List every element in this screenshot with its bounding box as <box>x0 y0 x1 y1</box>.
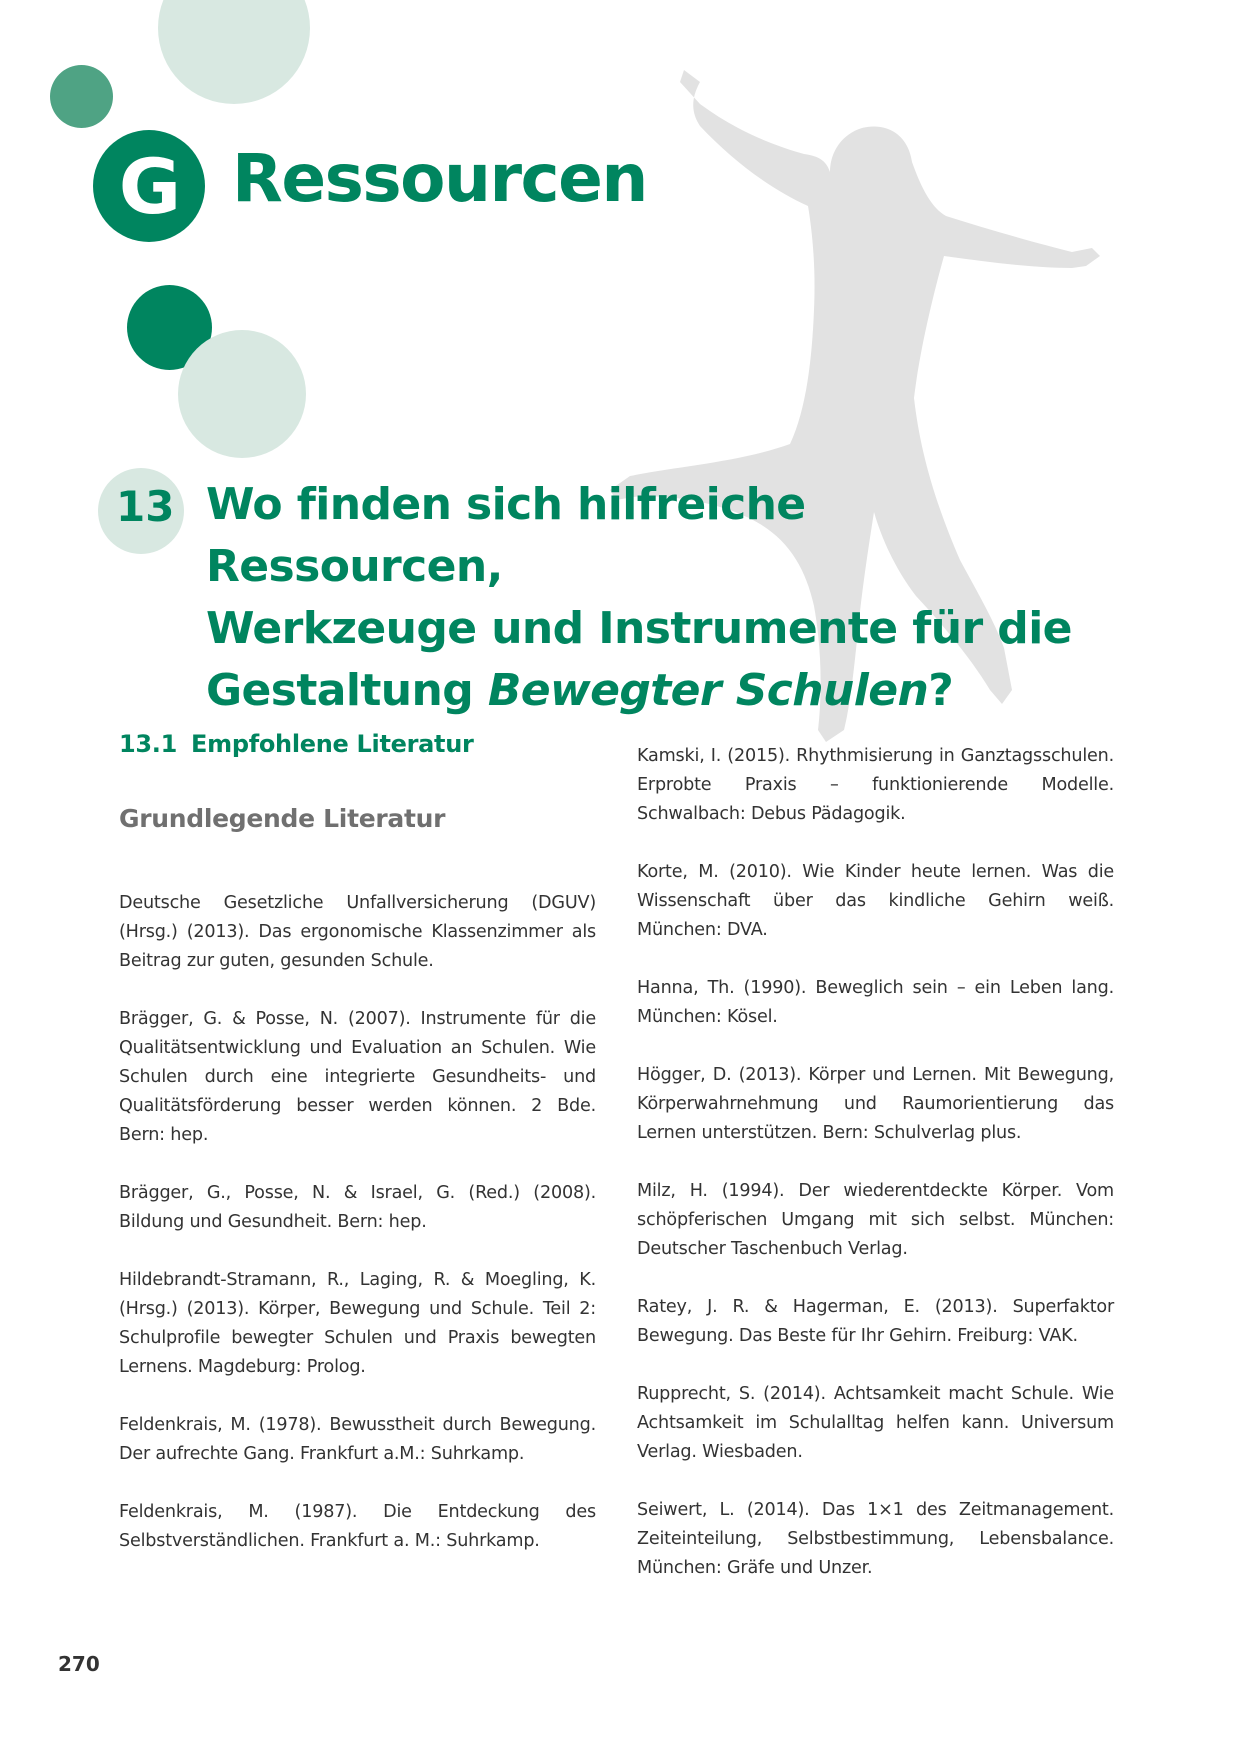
chapter-title <box>206 474 1106 722</box>
reference-item: Hanna, Th. (1990). Beweglich sein – ein Leben lang. München: Kösel. <box>637 978 1114 1027</box>
chapter-title-italic: Bewegter Schulen <box>487 665 929 716</box>
chapter-title-line-1: Wo finden sich hilfreiche Ressourcen, <box>206 479 806 592</box>
section-letter: G <box>118 141 180 231</box>
subsection-heading <box>119 730 596 758</box>
reference-item: Högger, D. (2013). Körper und Lernen. Mit Bewegung, Körperwahrnehmung und Raumorientierung das Lernen unterstützen. Bern: Schulverlag plus. <box>637 1065 1114 1143</box>
subheading-grundlegende-literatur: Grundlegende Literatur <box>119 804 446 833</box>
subsection-title: Empfohlene Literatur <box>191 730 474 758</box>
reference-item: Rupprecht, S. (2014). Achtsamkeit macht Schule. Wie Achtsamkeit im Schulalltag helfen kann. Universum Verlag. Wiesbaden. <box>637 1384 1114 1462</box>
reference-item: Milz, H. (1994). Der wiederentdeckte Körper. Vom schöpferischen Umgang mit sich selbst. München: Deutscher Taschenbuch Verlag. <box>637 1181 1114 1259</box>
decor-circle-top-light <box>158 0 310 104</box>
reference-item: Ratey, J. R. & Hagerman, E. (2013). Superfaktor Bewegung. Das Beste für Ihr Gehirn. Freiburg: VAK. <box>637 1297 1114 1346</box>
reference-item: Korte, M. (2010). Wie Kinder heute lernen. Was die Wissenschaft über das kindliche Gehirn weiß. München: DVA. <box>637 862 1114 940</box>
left-column <box>119 730 596 1585</box>
reference-item: Kamski, I. (2015). Rhythmisierung in Ganztagsschulen. Erprobte Praxis – funktionierende Modelle. Schwalbach: Debus Pädagogik. <box>637 746 1114 824</box>
reference-item: Feldenkrais, M. (1978). Bewusstheit durch Bewegung. Der aufrechte Gang. Frankfurt a.M.: Suhrkamp. <box>119 1415 596 1464</box>
reference-item: Hildebrandt-Stramann, R., Laging, R. & Moegling, K. (Hrsg.) (2013). Körper, Bewegung und Schule. Teil 2: Schulprofile bewegter Schulen und Praxis bewegten Lernens. Magdeburg: Prolog. <box>119 1270 596 1377</box>
reference-item: Seiwert, L. (2014). Das 1×1 des Zeitmanagement. Zeiteinteilung, Selbstbestimmung, Lebensbalance. München: Gräfe und Unzer. <box>637 1500 1114 1578</box>
chapter-number: 13 <box>116 482 175 531</box>
chapter-title-end: ? <box>928 665 954 716</box>
reference-item: Deutsche Gesetzliche Unfallversicherung (DGUV) (Hrsg.) (2013). Das ergonomische Klassenzimmer als Beitrag zur guten, gesunden Schule. <box>119 893 596 971</box>
decor-circle-top-mid <box>50 65 113 128</box>
right-column <box>637 742 1114 1612</box>
chapter-title-line-2: Werkzeuge und Instrumente für die <box>206 603 1072 654</box>
subsection-number: 13.1 <box>119 730 178 758</box>
section-title: Ressourcen <box>232 140 647 217</box>
section-letter-badge <box>93 130 205 242</box>
chapter-title-prefix: Gestaltung <box>206 665 488 716</box>
reference-item: Brägger, G. & Posse, N. (2007). Instrumente für die Qualitätsentwicklung und Evaluation an Schulen. Wie Schulen durch eine integrierte Gesundheits- und Qualitätsförderung besser werden können. 2 Bde. Bern: hep. <box>119 1009 596 1145</box>
reference-item: Brägger, G., Posse, N. & Israel, G. (Red.) (2008). Bildung und Gesundheit. Bern: hep. <box>119 1183 596 1232</box>
page-number: 270 <box>58 1652 100 1676</box>
decor-circle-mid-light <box>178 330 306 458</box>
reference-item: Feldenkrais, M. (1987). Die Entdeckung des Selbstverständlichen. Frankfurt a. M.: Suhrkamp. <box>119 1502 596 1551</box>
chapter-title-line-3 <box>206 660 1106 722</box>
